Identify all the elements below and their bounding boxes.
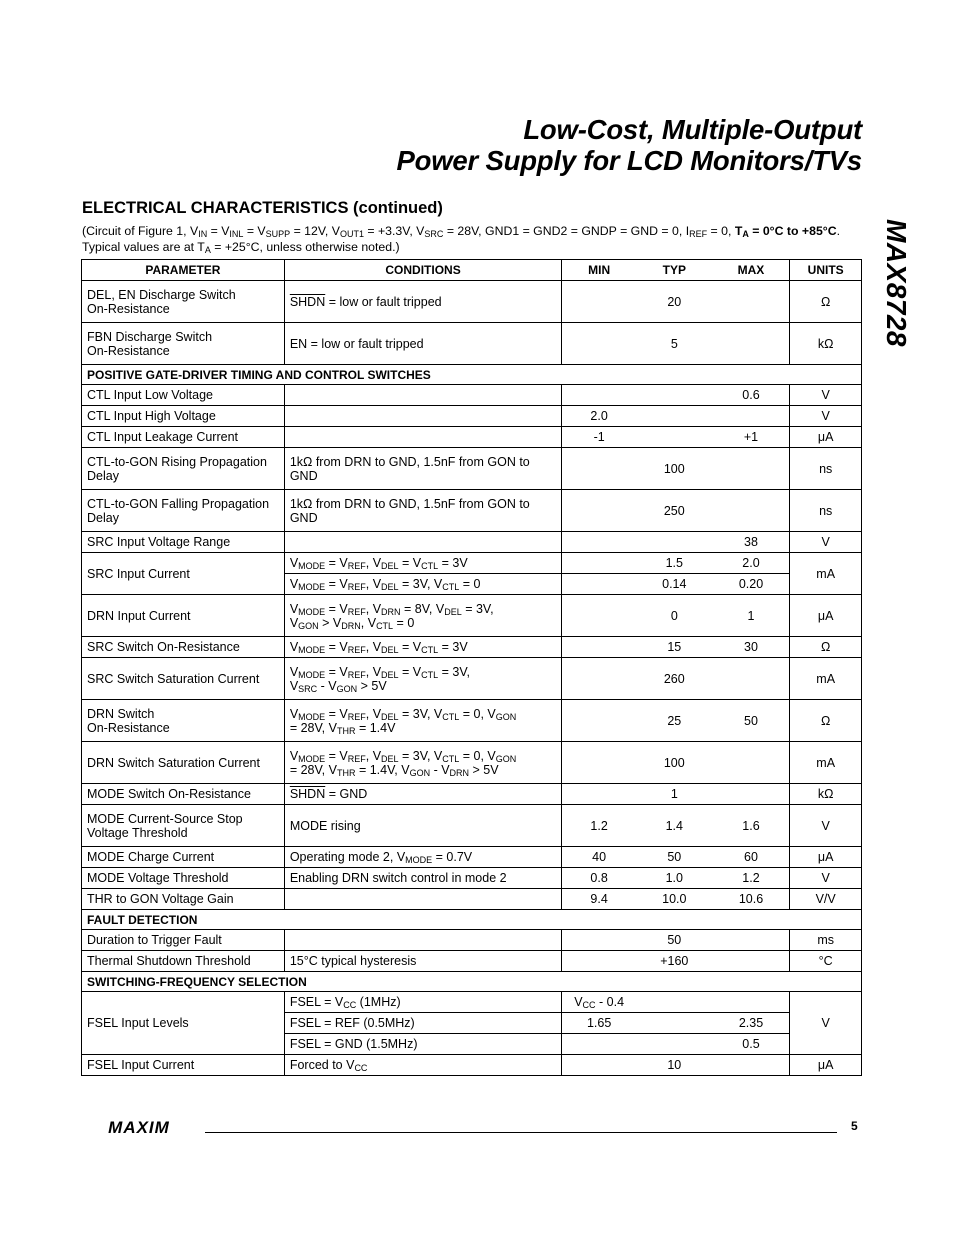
table-row: DEL, EN Discharge Switch On-Resistance SHDN = low or fault tripped 20 Ω bbox=[82, 281, 862, 323]
maxim-logo bbox=[84, 1119, 194, 1135]
table-row: MODE Switch On-Resistance SHDN = GND 1 kΩ bbox=[82, 784, 862, 805]
table-row: DRN Switch Saturation Current $V_{MODE} = V_{REF}$, $V_{DEL} = 3V$, $V_{CTL} = 0$, $V_{GON}$ = 28V, $V_{THR} = 1.4V$, $V_{GON} - V_{DRN} > 5V$ 100 mA bbox=[82, 742, 862, 784]
table-row: $V_{MODE} = V_{REF}$, $V_{DEL} = 3V$, $V_{CTL} = 0$ 0.14 0.20 bbox=[82, 574, 862, 595]
header-typ: TYP bbox=[636, 260, 713, 281]
table-row: Duration to Trigger Fault 50 ms bbox=[82, 930, 862, 951]
table-row: FBN Discharge Switch On-Resistance EN = low or fault tripped 5 kΩ bbox=[82, 323, 862, 365]
header-conditions: CONDITIONS bbox=[284, 260, 561, 281]
table-row: FSEL = REF (0.5MHz) 1.65 2.35 bbox=[82, 1013, 862, 1034]
page-title: Low-Cost, Multiple-Output Power Supply for LCD Monitors/TVs bbox=[396, 114, 862, 176]
table-row: CTL-to-GON Rising Propagation Delay 1kΩ from DRN to GND, 1.5nF from GON to GND 100 ns bbox=[82, 448, 862, 490]
table-row: CTL Input Low Voltage 0.6 V bbox=[82, 385, 862, 406]
table-row: CTL-to-GON Falling Propagation Delay 1kΩ from DRN to GND, 1.5nF from GON to GND 250 ns bbox=[82, 490, 862, 532]
table-row: THR to GON Voltage Gain 9.4 10.0 10.6 V/V bbox=[82, 889, 862, 910]
table-row: MODE Current-Source Stop Voltage Threshold MODE rising 1.2 1.4 1.6 V bbox=[82, 805, 862, 847]
table-row: Thermal Shutdown Threshold 15°C typical hysteresis +160 °C bbox=[82, 951, 862, 972]
section-row: POSITIVE GATE-DRIVER TIMING AND CONTROL SWITCHES bbox=[82, 365, 862, 385]
header-min: MIN bbox=[562, 260, 636, 281]
table-row: SRC Input Voltage Range 38 V bbox=[82, 532, 862, 553]
table-row: CTL Input High Voltage 2.0 V bbox=[82, 406, 862, 427]
table-row: FSEL = GND (1.5MHz) 0.5 bbox=[82, 1034, 862, 1055]
section-title: ELECTRICAL CHARACTERISTICS (continued) bbox=[82, 199, 443, 217]
electrical-characteristics-table bbox=[81, 259, 862, 1076]
table-row: MODE Voltage Threshold Enabling DRN switch control in mode 2 0.8 1.0 1.2 V bbox=[82, 868, 862, 889]
table-row: DRN Input Current $V_{MODE} = V_{REF}$, $V_{DRN} = 8V$, $V_{DEL} = 3V$, $V_{GON} > V_{DRN}$, $V_{CTL} = 0$ 0 1 μA bbox=[82, 595, 862, 637]
page-number: 5 bbox=[851, 1119, 858, 1133]
table-row: CTL Input Leakage Current -1 +1 μA bbox=[82, 427, 862, 448]
table-row: FSEL Input Levels FSEL = $V_{CC}$ (1MHz) $V_{CC} - 0.4$ V bbox=[82, 992, 862, 1013]
section-row: SWITCHING-FREQUENCY SELECTION bbox=[82, 972, 862, 992]
svg-text:MAXIM: MAXIM bbox=[108, 1119, 170, 1135]
table-header-row bbox=[82, 260, 862, 281]
table-row: SRC Switch Saturation Current $V_{MODE} = V_{REF}$, $V_{DEL} = V_{CTL} = 3V$, $V_{SRC} - V_{GON} > 5V$ 260 mA bbox=[82, 658, 862, 700]
table-row: SRC Input Current $V_{MODE} = V_{REF}$, $V_{DEL} = V_{CTL} = 3V$ 1.5 2.0 mA bbox=[82, 553, 862, 574]
footer-rule bbox=[205, 1132, 837, 1133]
table-row: DRN Switch On-Resistance $V_{MODE} = V_{REF}$, $V_{DEL} = 3V$, $V_{CTL} = 0$, $V_{GON}$ = 28V, $V_{THR} = 1.4V$ 25 50 Ω bbox=[82, 700, 862, 742]
section-row: FAULT DETECTION bbox=[82, 910, 862, 930]
table-row: SRC Switch On-Resistance $V_{MODE} = V_{REF}$, $V_{DEL} = V_{CTL} = 3V$ 15 30 Ω bbox=[82, 637, 862, 658]
table-row: FSEL Input Current Forced to $V_{CC}$ 10 μA bbox=[82, 1055, 862, 1076]
table-row: MODE Charge Current Operating mode 2, $V_{MODE} = 0.7V$ 40 50 60 μA bbox=[82, 847, 862, 868]
part-number-side: MAX8728 bbox=[881, 218, 912, 348]
header-max: MAX bbox=[713, 260, 790, 281]
test-conditions: (Circuit of Figure 1, $V_{IN} = V_{INL} = V_{SUPP} = 12V$, $V_{OUT1} = +3.3V$, $V_{SRC} = 28V$, GND1 = GND2 = GNDP = GND = 0, $I_{REF} = 0$, $T_A = 0^\circ C$ to +85°C. Typical values are at $T_A = +25^\circ C$, unless otherwise noted.) bbox=[82, 224, 840, 255]
header-units: UNITS bbox=[790, 260, 862, 281]
header-parameter: PARAMETER bbox=[82, 260, 285, 281]
